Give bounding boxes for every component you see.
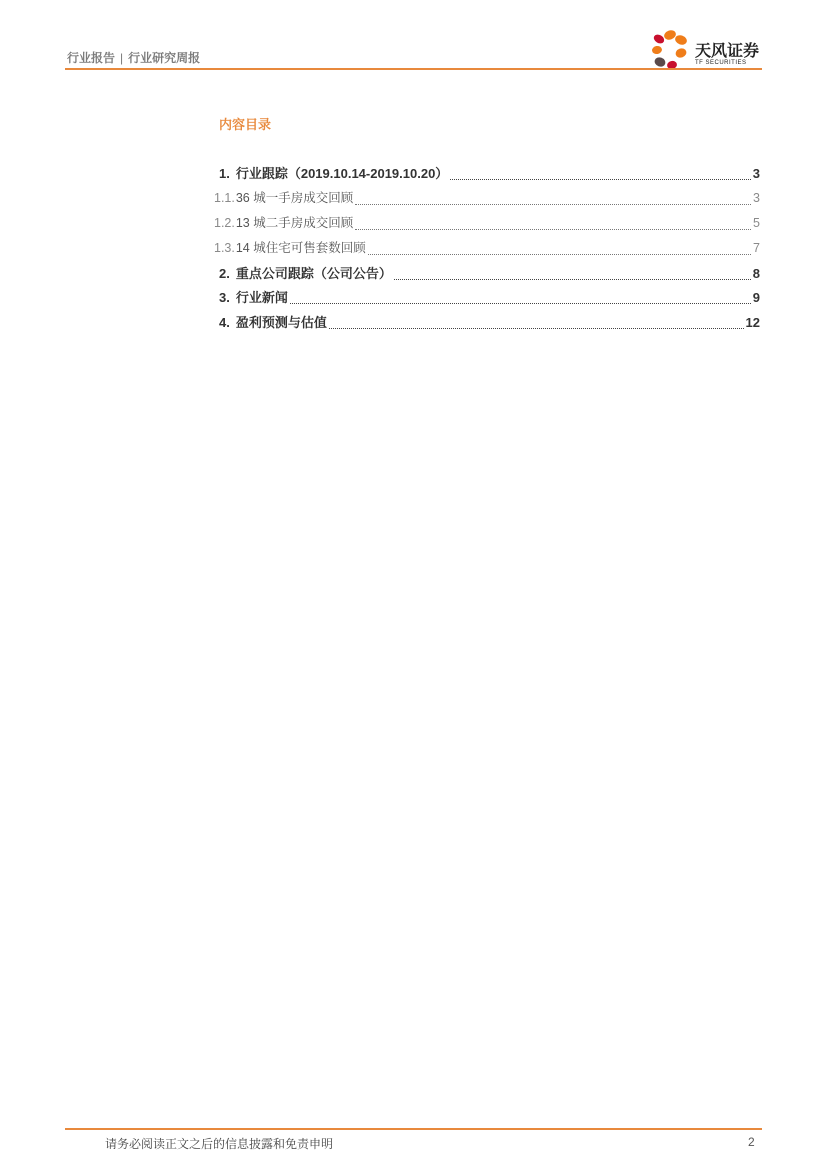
flower-petals-logo-icon: [648, 28, 694, 72]
logo-name-cn: 天风证券: [695, 43, 760, 60]
toc-entry-number: 3.: [219, 290, 230, 306]
toc-entry-label: 14 城住宅可售套数回顾: [235, 240, 366, 255]
header-breadcrumb: [67, 49, 200, 66]
page-number: 2: [748, 1135, 755, 1149]
toc-dot-leader: [355, 191, 751, 205]
toc-title: 内容目录: [219, 117, 272, 132]
toc-dot-leader: [394, 266, 751, 280]
toc-entry-page: 7: [753, 240, 760, 255]
toc-entry[interactable]: [214, 312, 760, 337]
toc-entry-number: 4.: [219, 315, 230, 331]
toc-entry[interactable]: [214, 188, 760, 213]
toc-entry-label: 13 城二手房成交回顾: [235, 215, 354, 230]
toc-entry[interactable]: [214, 238, 760, 263]
header-subcategory: 行业研究周报: [128, 51, 201, 65]
toc-dot-leader: [290, 290, 751, 304]
toc-entry-page: 5: [753, 215, 760, 230]
toc-entry[interactable]: [214, 263, 760, 288]
toc-entry-label: 盈利预测与估值: [235, 315, 327, 331]
toc-entry-label: 36 城一手房成交回顾: [235, 190, 354, 205]
table-of-contents: [214, 163, 760, 337]
toc-entry-number: 1.1.: [214, 190, 235, 205]
toc-entry[interactable]: [214, 163, 760, 188]
toc-dot-leader: [329, 315, 744, 329]
toc-entry-page: 3: [753, 190, 760, 205]
toc-entry-label: 行业新闻: [235, 290, 288, 306]
toc-entry[interactable]: [214, 287, 760, 312]
toc-entry-page: 3: [752, 166, 760, 181]
toc-entry-number: 2.: [219, 265, 230, 281]
header-category: 行业报告: [67, 51, 116, 65]
toc-entry[interactable]: [214, 213, 760, 238]
toc-dot-leader: [355, 216, 751, 230]
header-divider: [65, 68, 762, 70]
toc-entry-number: 1.2.: [214, 215, 235, 230]
toc-entry-label: 重点公司跟踪（公司公告）: [235, 265, 392, 281]
toc-entry-number: 1.: [219, 166, 230, 181]
toc-entry-number: 1.3.: [214, 240, 235, 255]
toc-entry-page: 12: [745, 315, 760, 331]
toc-entry-page: 8: [752, 265, 760, 281]
footer-disclaimer: 请务必阅读正文之后的信息披露和免责申明: [105, 1137, 334, 1151]
footer-divider: [65, 1128, 762, 1130]
toc-entry-label: 行业跟踪（2019.10.14-2019.10.20）: [235, 166, 449, 181]
toc-dot-leader: [450, 166, 750, 180]
company-logo: [648, 28, 768, 72]
logo-name-en: TF SECURITIES: [695, 60, 747, 66]
toc-dot-leader: [368, 241, 751, 255]
toc-entry-page: 9: [752, 290, 760, 306]
header-separator: |: [120, 51, 124, 65]
